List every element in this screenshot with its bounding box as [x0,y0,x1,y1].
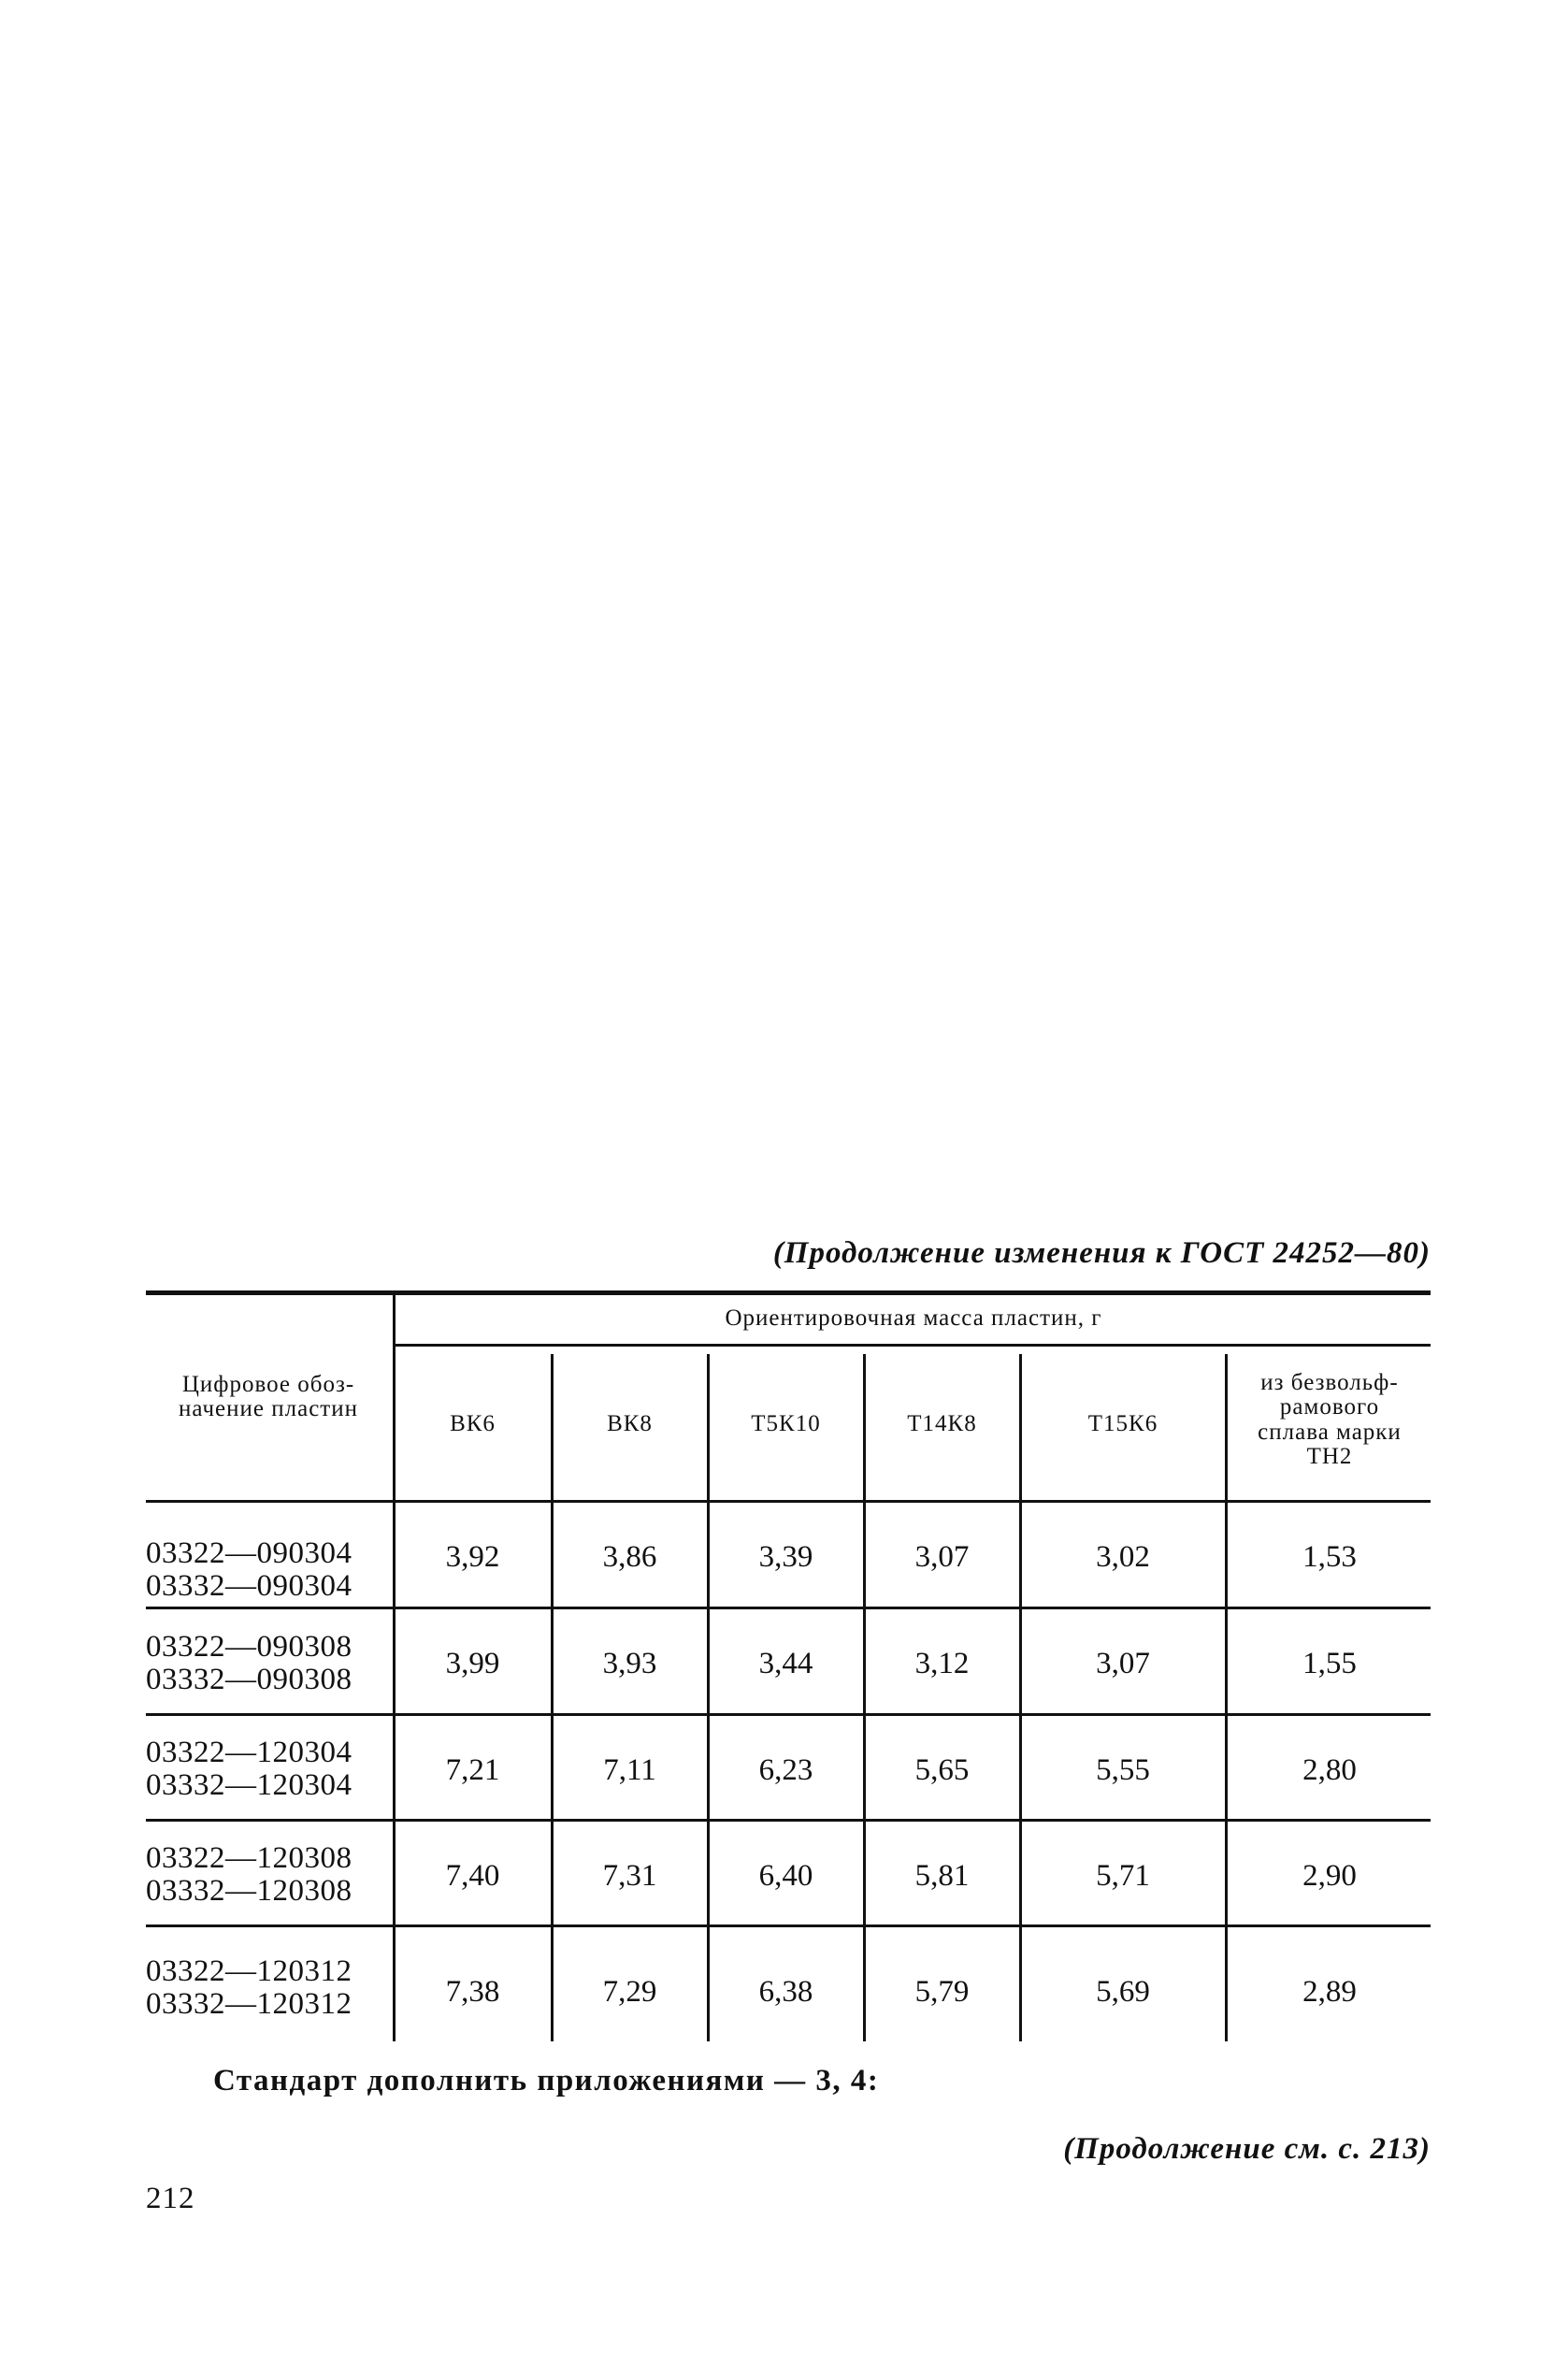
table-cell: 5,71 [1096,1859,1150,1893]
table-cell: 3,02 [1096,1540,1150,1574]
row-divider [146,1607,1431,1609]
table-cell: 7,11 [603,1753,656,1787]
table-cell: 3,86 [602,1540,657,1574]
continuation-footer: (Продолжение см. с. 213) [1063,2132,1431,2166]
row-header: Цифровое обоз- начение пластин [179,1372,358,1422]
instruction-text: Стандарт дополнить приложениями — 3, 4: [213,2064,880,2097]
column-rule [863,1354,866,2041]
group-header: Ориентировочная масса пластин, г [725,1305,1102,1331]
column-header: ВК6 [450,1411,496,1436]
row-code: 03322—120308 [146,1841,352,1875]
row-divider [146,1819,1431,1822]
table-cell: 5,81 [914,1859,970,1893]
table-cell: 7,40 [445,1859,500,1893]
row-code: 03332—120312 [146,1987,352,2021]
table-cell: 2,80 [1302,1753,1357,1787]
row-code: 03322—090304 [146,1536,352,1570]
row-divider [146,1924,1431,1927]
row-code: 03332—120304 [146,1768,352,1802]
row-code: 03322—120304 [146,1736,352,1769]
column-header: Т5К10 [751,1411,821,1436]
column-header: Т15К6 [1087,1411,1158,1436]
table-cell: 1,53 [1302,1540,1357,1574]
table-top-rule [146,1290,1431,1295]
row-code: 03332—090304 [146,1569,352,1603]
table-cell: 7,21 [445,1753,500,1787]
row-divider [146,1713,1431,1716]
table-cell: 3,92 [445,1540,500,1574]
column-rule [1019,1354,1022,2041]
table-cell: 6,23 [758,1753,813,1787]
table-cell: 2,89 [1302,1975,1357,2009]
table-cell: 3,07 [1096,1647,1150,1680]
row-code: 03332—120308 [146,1874,352,1908]
column-header: ВК8 [607,1411,653,1436]
continuation-heading: (Продолжение изменения к ГОСТ 24252—80) [772,1236,1431,1270]
table-cell: 3,07 [914,1540,970,1574]
table-cell: 5,55 [1096,1753,1150,1787]
table-cell: 6,38 [758,1975,813,2009]
table-cell: 3,12 [914,1647,970,1680]
table-cell: 3,44 [758,1647,813,1680]
header-bottom-rule [146,1500,1431,1503]
row-code: 03322—090308 [146,1630,352,1664]
column-rule [551,1354,554,2041]
table-cell: 5,79 [914,1975,970,2009]
table-cell: 7,31 [602,1859,657,1893]
table-cell: 6,40 [758,1859,813,1893]
table-cell: 3,39 [758,1540,813,1574]
group-header-rule [395,1344,1431,1347]
column-rule [707,1354,710,2041]
column-rule [1225,1354,1228,2041]
row-code: 03332—090308 [146,1663,352,1696]
table-cell: 2,90 [1302,1859,1357,1893]
table-cell: 5,69 [1096,1975,1150,2009]
column-header: Т14К8 [907,1411,977,1436]
table-cell: 5,65 [914,1753,970,1787]
row-code: 03322—120312 [146,1954,352,1988]
table-cell: 3,99 [445,1647,500,1680]
table-cell: 7,38 [445,1975,500,2009]
table-cell: 1,55 [1302,1647,1357,1680]
column-header: из безвольф- рамового сплава марки ТН2 [1258,1370,1402,1469]
column-rule [393,1295,396,2041]
table-cell: 3,93 [602,1647,657,1680]
page-number: 212 [146,2182,195,2215]
table-cell: 7,29 [602,1975,657,2009]
